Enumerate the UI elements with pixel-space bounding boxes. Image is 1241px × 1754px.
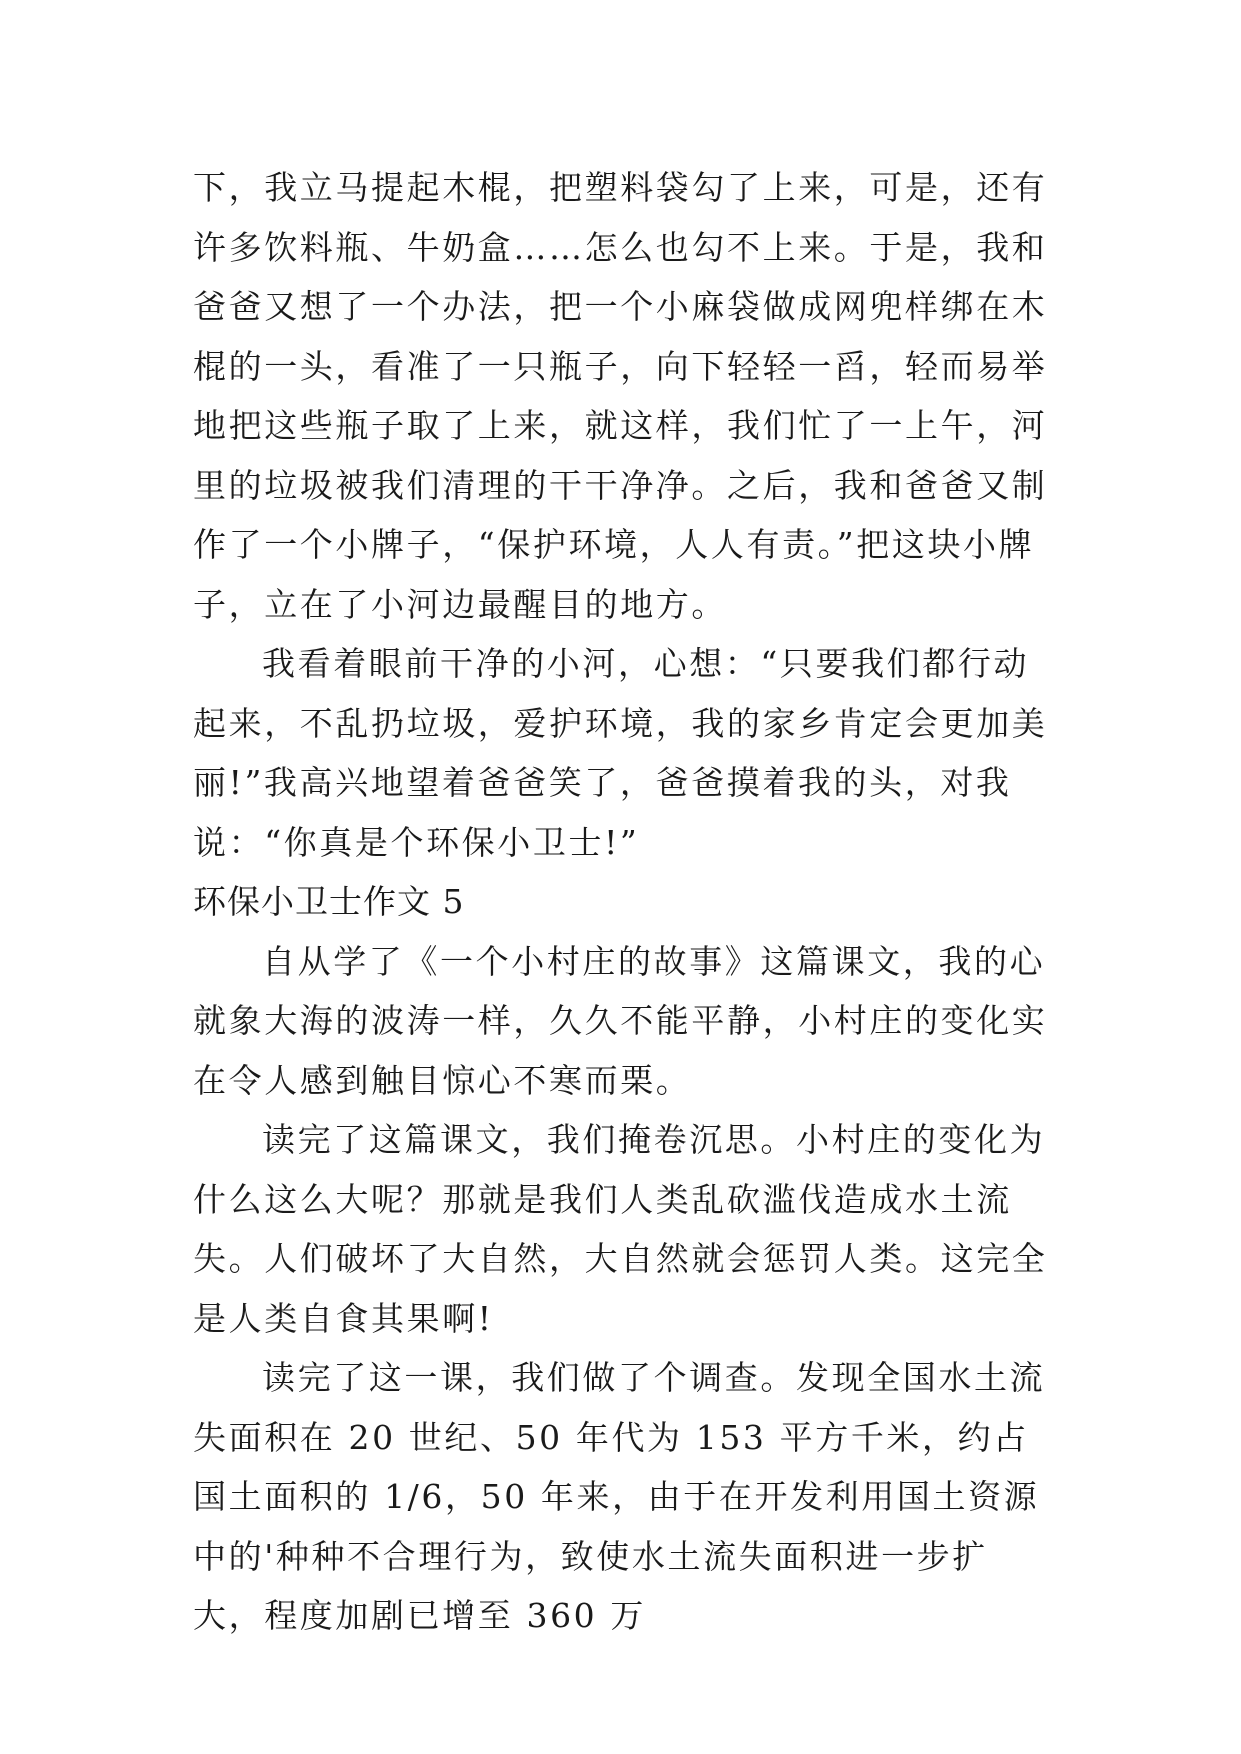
paragraph-village-story: 自从学了《一个小村庄的故事》这篇课文，我的心就象大海的波涛一样，久久不能平静，小村庄的变化实在令人感到触目惊心不寒而栗。	[193, 941, 1048, 1100]
paragraph-river-clean: 我看着眼前干净的小河，心想：“只要我们都行动起来，不乱扔垃圾，爱护环境，我的家乡肯定会更加美丽!”我高兴地望着爸爸笑了，爸爸摸着我的头，对我说：“你真是个环保小卫士!”	[193, 644, 1048, 862]
essay-heading: 环保小卫士作文 5	[193, 882, 465, 921]
paragraph-reflection: 读完了这篇课文，我们掩卷沉思。小村庄的变化为什么这么大呢？那就是我们人类乱砍滥伐造成水土流失。人们破坏了大自然，大自然就会惩罚人类。这完全是人类自食其果啊!	[193, 1120, 1048, 1338]
paragraph-survey: 读完了这一课，我们做了个调查。发现全国水土流失面积在 20 世纪、50 年代为 153 平方千米，约占国土面积的 1/6，50 年来，由于在开发利用国土资源中的'种种不合理行为，致使水土流失面积进一步扩大，程度加剧已增至 360 万	[193, 1358, 1046, 1635]
document-body	[193, 158, 1057, 1646]
paragraph-continued: 下，我立马提起木棍，把塑料袋勾了上来，可是，还有许多饮料瓶、牛奶盒……怎么也勾不上来。于是，我和爸爸又想了一个办法，把一个小麻袋做成网兜样绑在木棍的一头，看准了一只瓶子，向下轻轻一舀，轻而易举地把这些瓶子取了上来，就这样，我们忙了一上午，河里的垃圾被我们清理的干干净净。之后，我和爸爸又制作了一个小牌子，“保护环境，人人有责。”把这块小牌子，立在了小河边最醒目的地方。	[193, 168, 1048, 624]
